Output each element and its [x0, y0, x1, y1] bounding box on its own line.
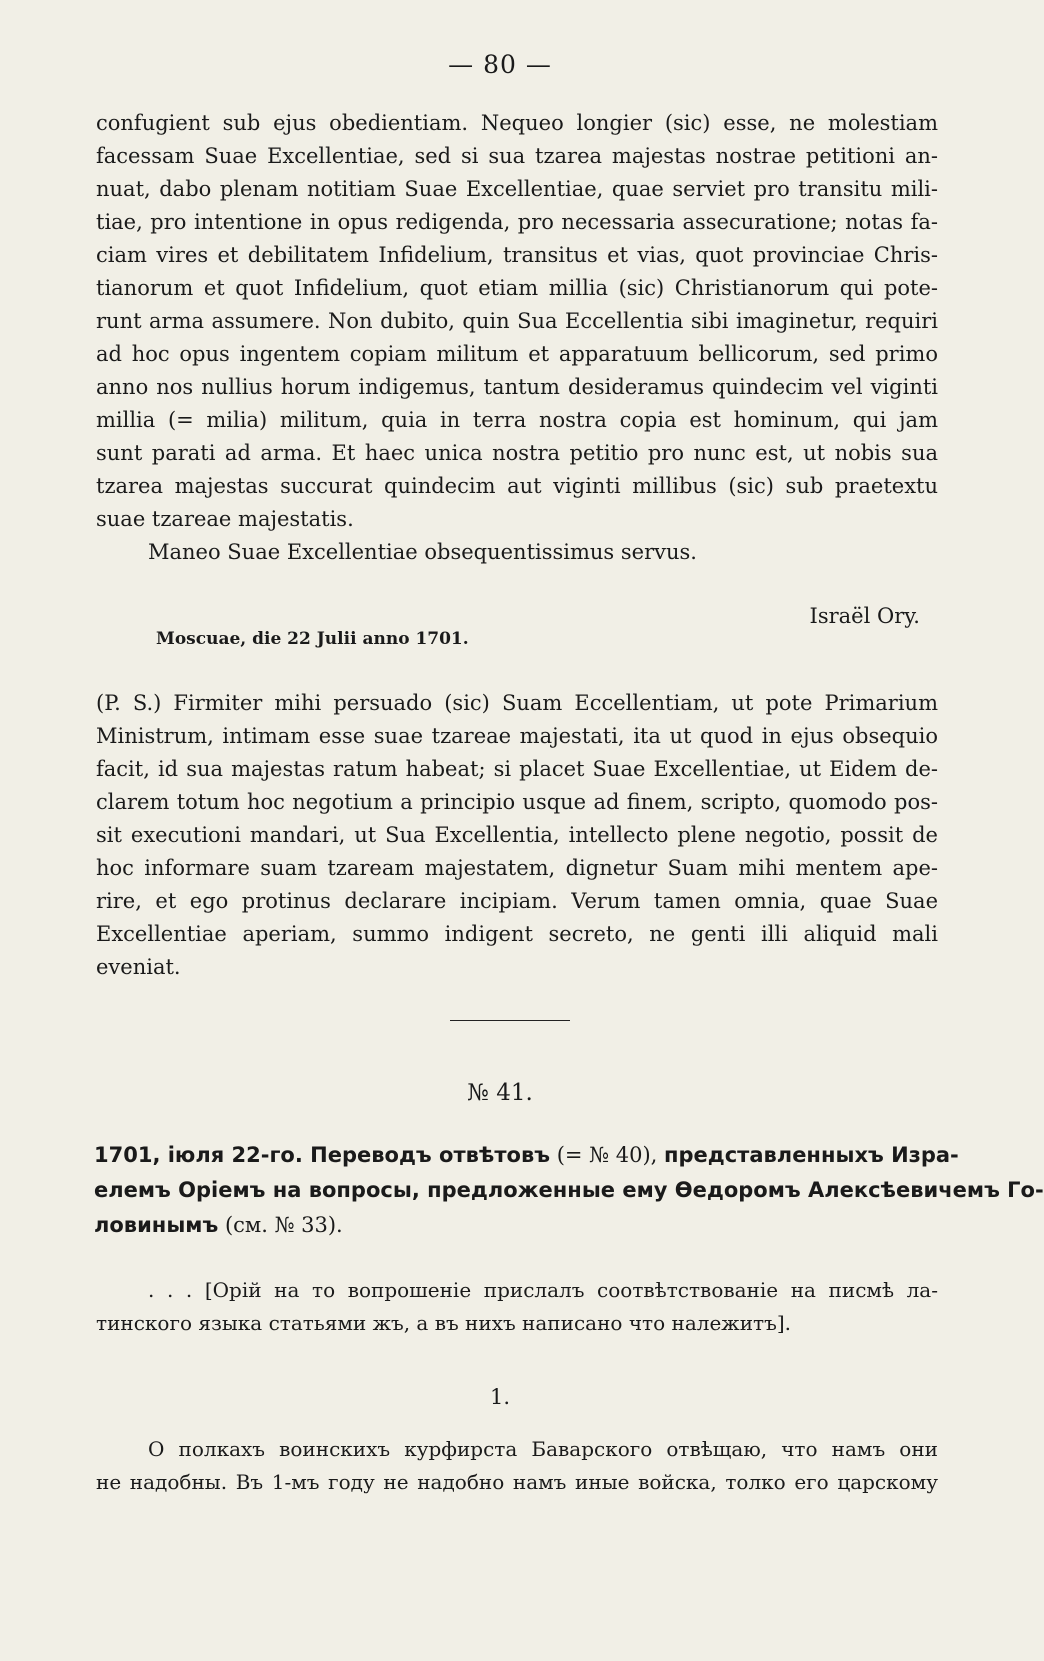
text-line: tianorum et quot Infidelium, quot etiam millia (sic) Christianorum qui pote-	[96, 276, 938, 300]
page-number: — 80 —	[448, 50, 552, 79]
heading-bold: 1701, іюля 22-го. Переводъ отвѣтовъ	[94, 1143, 551, 1167]
item-numeral: 1.	[489, 1385, 511, 1409]
heading-bold: ловинымъ	[94, 1213, 219, 1237]
heading-plain: (= № 40),	[550, 1143, 664, 1167]
latin-paragraph	[96, 107, 938, 569]
text-line: tiae, pro intentione in opus redigenda, pro necessaria assecuratione; notas fa-	[96, 210, 938, 234]
bracket-note	[96, 1274, 938, 1340]
text-line: hoc informare suam tzaream majestatem, dignetur Suam mihi mentem ape-	[96, 856, 938, 880]
text-line: sunt parati ad arma. Et haec unica nostra petitio pro nunc est, ut nobis sua	[96, 441, 938, 465]
text-line: . . . [Орій на то вопрошеніе прислалъ соотвѣтствованіе на писмѣ ла-	[148, 1278, 938, 1302]
text-line: runt arma assumere. Non dubito, quin Sua Eccellentia sibi imaginetur, requiri	[96, 309, 938, 333]
text-line: millia (= milia) militum, quia in terra nostra copia est hominum, qui jam	[96, 408, 938, 432]
text-line: Ministrum, intimam esse suae tzareae majestati, ita ut quod in ejus obsequio	[96, 724, 938, 748]
text-line: nuat, dabo plenam notitiam Suae Excellentiae, quae serviet pro transitu mili-	[96, 177, 938, 201]
text-line: suae tzareae majestatis.	[96, 507, 354, 531]
postscript-paragraph	[96, 687, 938, 984]
text-line: sit executioni mandari, ut Sua Excellentia, intellecto plene negotio, possit de	[96, 823, 938, 847]
text-line: ciam vires et debilitatem Infidelium, transitus et vias, quot provinciae Chris-	[96, 243, 938, 267]
text-line: eveniat.	[96, 955, 181, 979]
heading-bold: представленныхъ Изра-	[663, 1143, 959, 1167]
text-line: ad hoc opus ingentem copiam militum et apparatuum bellicorum, sed primo	[96, 342, 938, 366]
closing-line: Maneo Suae Excellentiae obsequentissimus servus.	[148, 540, 697, 564]
heading-line	[94, 1208, 936, 1243]
heading-line: елемъ Оріемъ на вопросы, предложенные ему Ѳедоромъ Алексѣевичемъ Го-	[94, 1178, 1044, 1202]
heading-line	[94, 1138, 959, 1173]
document-number: № 41.	[467, 1080, 533, 1106]
text-line: tzarea majestas succurat quindecim aut viginti millibus (sic) sub praetextu	[96, 474, 938, 498]
text-line: facessam Suae Excellentiae, sed si sua tzarea majestas nostrae petitioni an-	[96, 144, 938, 168]
heading-plain: (см. № 33).	[218, 1213, 343, 1237]
document-heading	[94, 1138, 1044, 1243]
text-line: не надобны. Въ 1-мъ году не надобно намъ иные войска, толко его царскому	[96, 1470, 938, 1494]
letter-date: Moscuae, die 22 Julii anno 1701.	[156, 629, 469, 649]
text-line: clarem totum hoc negotium a principio usque ad finem, scripto, quomodo pos-	[96, 790, 938, 814]
text-line: rire, et ego protinus declarare incipiam. Verum tamen omnia, quae Suae	[96, 889, 938, 913]
text-line: О полкахъ воинскихъ курфирста Баварского отвѣщаю, что намъ они	[148, 1437, 938, 1461]
text-line: facit, id sua majestas ratum habeat; si placet Suae Excellentiae, ut Eidem de-	[96, 757, 938, 781]
russian-paragraph	[96, 1433, 938, 1499]
text-line: (P. S.) Firmiter mihi persuado (sic) Suam Eccellentiam, ut pote Primarium	[96, 691, 938, 715]
signature: Israël Ory.	[809, 604, 920, 628]
text-line: confugient sub ejus obedientiam. Nequeo longier (sic) esse, ne molestiam	[96, 111, 938, 135]
text-line: anno nos nullius horum indigemus, tantum desideramus quindecim vel viginti	[96, 375, 938, 399]
text-line: Excellentiae aperiam, summo indigent secreto, ne genti illi aliquid mali	[96, 922, 938, 946]
text-line: тинского языка статьями жъ, а въ нихъ написано что належитъ].	[96, 1311, 791, 1335]
section-divider	[450, 1020, 570, 1021]
